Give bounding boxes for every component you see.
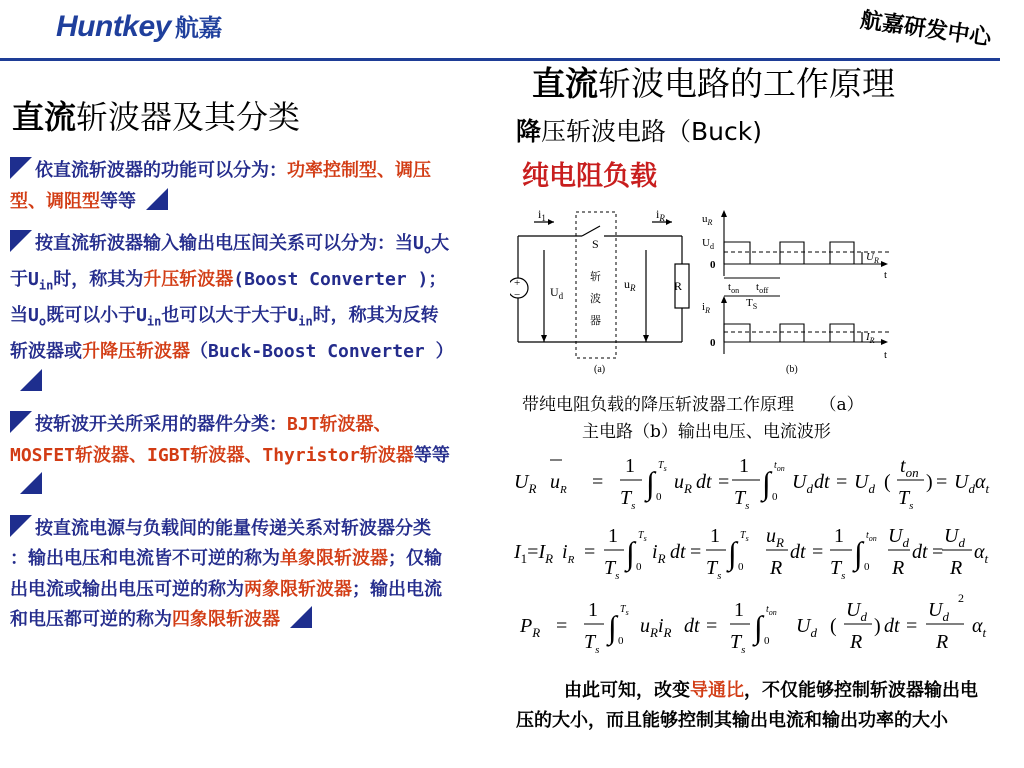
svg-text:R: R [936, 631, 949, 653]
svg-text:Ts: $T_s$ [620, 604, 629, 617]
svg-text:=: = [556, 615, 568, 637]
bullet-end-icon [146, 188, 168, 210]
bullet-text: ；输出电流和电压都可逆的称为 [10, 578, 442, 631]
svg-text:Ts: $T_s$ [584, 631, 600, 656]
svg-text:Ts: $T_s$ [604, 557, 620, 582]
svg-text:αt: $\alpha_t$ [972, 615, 987, 640]
bullet-text: 既可以小于U [46, 305, 147, 327]
svg-text:∫: ∫ [608, 609, 617, 645]
svg-text:Ts: $T_s$ [734, 487, 750, 512]
bullet-marker-icon [10, 230, 32, 252]
svg-text:(: ( [830, 615, 837, 637]
buck-circuit-diagram [510, 206, 700, 378]
svg-text:ton: $t_{on}$ [900, 455, 919, 480]
svg-text:1: 1 [625, 455, 635, 477]
svg-text:dt: dt [696, 471, 712, 493]
iR-axis-label: $i_R$ [702, 301, 710, 315]
bullet-text: 按直流斩波器输入输出电压间关系可以分为：当U [35, 233, 424, 254]
IR-average-label: $I_R$ [866, 331, 875, 345]
bullet-quadrant-classification [10, 514, 456, 636]
switch-label: S [592, 237, 599, 251]
svg-text:dt: dt [670, 541, 686, 563]
source-minus: − [514, 289, 521, 301]
current-iR-label: $i_R$ [656, 207, 665, 223]
bullet-highlight: 两象限斩波器 [244, 578, 352, 600]
conclusion-text: ，不仅能够控制斩波器输出电压的大小，而且能够控制其输出电流和输出功率的大小 [516, 680, 978, 731]
subscript: o [423, 242, 432, 257]
chopper-char-3: 器 [590, 314, 601, 327]
right-title [532, 58, 895, 105]
right-title-rest: 斩波电路的工作原理 [598, 64, 895, 103]
svg-text:uRiR: $u_Ri_R$ [640, 615, 672, 640]
svg-text:ton: $t_{on}$ [766, 604, 777, 617]
equation-average-voltage [514, 455, 989, 512]
bullet-functional-classification [10, 156, 456, 217]
bullet-device-classification [10, 410, 456, 502]
bullet-text: （Buck-Boost Converter ） [190, 341, 454, 363]
svg-text:Udαt: $U_d\alpha_t$ [954, 471, 990, 496]
time-axis-label-2: t [884, 349, 888, 361]
buck-subtitle-rest: 压斩波电路（Buck) [541, 117, 762, 146]
bullet-end-icon [20, 369, 42, 391]
bullet-end-icon [290, 606, 312, 628]
load-voltage-label: $u_R$ [624, 277, 636, 293]
caption-line-2: 主电路（b）输出电压、电流波形 [582, 422, 831, 442]
bullet-text: ；仅输出电流或输出电压可逆的称为 [10, 548, 442, 600]
svg-text:(: ( [884, 471, 891, 493]
toff-label: $t_{off}$ [756, 281, 769, 295]
Ud-level-label: $U_d$ [702, 237, 714, 251]
panel-b-label: (b) [786, 364, 798, 375]
svg-text:1: 1 [588, 599, 598, 621]
svg-text:uR: $u_R$ [766, 525, 784, 550]
svg-text:1: 1 [739, 455, 749, 477]
svg-text:ton: $t_{on}$ [774, 460, 785, 473]
svg-text:=: = [812, 541, 824, 563]
svg-text:=: = [906, 615, 918, 637]
svg-text:1: 1 [734, 599, 744, 621]
svg-text:Ud: $U_d$ [796, 615, 817, 640]
svg-text:dt: dt [884, 615, 900, 637]
bullet-list [10, 156, 456, 648]
svg-text:0: 0 [772, 491, 778, 503]
svg-text:R: R [892, 557, 905, 579]
subscript: o [38, 314, 47, 329]
svg-text:ton: $t_{on}$ [866, 530, 877, 543]
bullet-marker-icon [10, 157, 32, 179]
bullet-marker-icon [10, 411, 32, 433]
equation-block [512, 450, 1012, 670]
current-i1-label: $i_1$ [538, 207, 546, 223]
subscript: in [146, 314, 162, 329]
bullet-highlight: 升降压斩波器 [82, 341, 190, 363]
svg-text:I1=IR: $I_1=I_R$ [514, 541, 554, 566]
output-waveform-diagram [700, 206, 900, 378]
huntkey-logo [56, 8, 222, 44]
subscript: in [298, 314, 313, 329]
svg-text:Ts: $T_s$ [706, 557, 722, 582]
bullet-text: 时，称其为 [53, 269, 144, 291]
svg-text:Ts: $T_s$ [638, 530, 647, 543]
svg-text:∫: ∫ [728, 535, 737, 571]
svg-text:∫: ∫ [626, 535, 635, 571]
svg-text:1: 1 [608, 525, 618, 547]
svg-text:=: = [932, 541, 944, 563]
bullet-text: 按斩波开关所采用的器件分类： [35, 414, 287, 436]
svg-text:αt: $\alpha_t$ [974, 541, 989, 566]
svg-text:uR: $u_R$ [674, 471, 692, 496]
left-title [12, 92, 300, 138]
svg-text:Ts: $T_s$ [730, 631, 746, 656]
svg-text:iR: $i_R$ [652, 541, 666, 566]
svg-text:R: R [850, 631, 863, 653]
svg-text:iR: $i_R$ [562, 541, 575, 566]
caption-line-1: 带纯电阻负载的降压斩波器工作原理 （a） [522, 395, 864, 415]
svg-text:R: R [770, 557, 783, 579]
svg-text:1: 1 [710, 525, 720, 547]
bullet-highlight: 单象限斩波器 [280, 548, 388, 570]
resistive-load-heading: 纯电阻负载 [522, 161, 657, 192]
bullet-highlight: 功率控制型、调压型、调阻型 [10, 160, 431, 212]
svg-text:∫: ∫ [646, 465, 655, 501]
bullet-highlight: 四象限斩波器 [172, 609, 280, 631]
bullet-text: 等等 [413, 444, 450, 466]
svg-text:=: = [584, 541, 596, 563]
svg-text:Ud: $U_d$ [854, 471, 875, 496]
figure-caption [522, 392, 990, 446]
bullet-text: 大于U [10, 233, 450, 291]
svg-text:=: = [706, 615, 718, 637]
logo-text-en: Huntkey [56, 10, 171, 43]
source-plus: + [514, 277, 521, 289]
bullet-end-icon [20, 472, 42, 494]
svg-text:0: 0 [618, 635, 624, 647]
svg-text:): ) [926, 471, 933, 493]
svg-text:Ts: $T_s$ [658, 460, 667, 473]
equation-average-current [513, 525, 989, 582]
svg-text:2: 2 [958, 591, 964, 605]
svg-text:UR: $U_R$ [514, 471, 537, 496]
left-title-rest: 斩波器及其分类 [76, 98, 301, 136]
svg-text:=: = [718, 471, 730, 493]
svg-text:1: 1 [834, 525, 844, 547]
bullet-voltage-relation [10, 229, 456, 398]
time-axis-label-1: t [884, 269, 888, 281]
svg-text:Ts: $T_s$ [830, 557, 846, 582]
svg-text:Ud: $U_d$ [846, 599, 867, 624]
svg-text:dt: dt [684, 615, 700, 637]
resistor-label: R [674, 279, 683, 293]
svg-text:Ts: $T_s$ [898, 487, 914, 512]
svg-text:∫: ∫ [754, 609, 763, 645]
subscript: in [38, 278, 54, 293]
conclusion-text: 由此可知，改变 [564, 680, 690, 701]
bullet-text: 等等 [100, 190, 136, 212]
svg-text:Ud: $U_d$ [888, 525, 909, 550]
bullet-text: (Boost Converter )；当U [10, 269, 447, 327]
bullet-text: 依直流斩波器的功能可以分为： [35, 160, 287, 181]
svg-text:0: 0 [738, 561, 744, 573]
svg-text:Ts: $T_s$ [740, 530, 749, 543]
svg-text:0: 0 [864, 561, 870, 573]
zero-label-current: 0 [710, 337, 716, 349]
bullet-marker-icon [10, 515, 32, 537]
chopper-box [576, 212, 616, 358]
svg-text:): ) [874, 615, 881, 637]
ton-label: $t_{on}$ [728, 281, 740, 295]
svg-text:dt: dt [814, 471, 830, 493]
duty-ratio-highlight: 导通比 [690, 680, 744, 701]
buck-subtitle-bold: 降 [516, 117, 542, 146]
svg-text:dt: dt [790, 541, 806, 563]
right-title-bold: 直流 [532, 64, 598, 103]
conclusion-paragraph [516, 676, 986, 736]
buck-subtitle [516, 112, 762, 148]
Ts-label: $T_S$ [746, 297, 758, 311]
chopper-char-2: 波 [590, 292, 601, 305]
source-voltage-label: $U_d$ [550, 285, 564, 301]
svg-text:Ud: $U_d$ [928, 599, 949, 624]
svg-text:PR: $P_R$ [520, 615, 541, 640]
svg-text:=: = [690, 541, 702, 563]
svg-text:0: 0 [636, 561, 642, 573]
svg-text:∫: ∫ [854, 535, 863, 571]
bullet-text: 时，称其为反转斩波器或 [10, 305, 439, 363]
bullet-text: 按直流电源与负载间的能量传递关系对斩波器分类 ：输出电压和电流皆不可逆的称为 [10, 517, 431, 570]
logo-text-cn: 航嘉 [174, 15, 222, 42]
svg-text:0: 0 [656, 491, 662, 503]
chopper-char-1: 斩 [590, 270, 601, 283]
svg-text:Ts: $T_s$ [620, 487, 636, 512]
svg-text:uR: $u_R$ [550, 471, 567, 496]
svg-text:=: = [592, 471, 604, 493]
bullet-highlight: 升压斩波器 [143, 269, 234, 291]
svg-text:dt: dt [912, 541, 928, 563]
panel-a-label: (a) [594, 364, 606, 375]
svg-text:R: R [950, 557, 963, 579]
uR-axis-label: $u_R$ [702, 213, 713, 227]
svg-text:Ud: $U_d$ [944, 525, 965, 550]
svg-text:=: = [836, 471, 848, 493]
svg-text:Ud: $U_d$ [792, 471, 813, 496]
zero-label-voltage: 0 [710, 259, 716, 271]
bullet-text: 也可以大于大于U [161, 305, 299, 327]
svg-text:∫: ∫ [762, 465, 771, 501]
bullet-highlight: BJT斩波器、MOSFET斩波器、IGBT斩波器、Thyristor斩波器 [10, 414, 414, 466]
research-center-name: 航嘉研发中心 [858, 6, 993, 52]
svg-text:=: = [936, 471, 948, 493]
UR-average-label: $U_R$ [866, 251, 879, 265]
svg-text:0: 0 [764, 635, 770, 647]
left-title-bold: 直流 [12, 98, 77, 136]
